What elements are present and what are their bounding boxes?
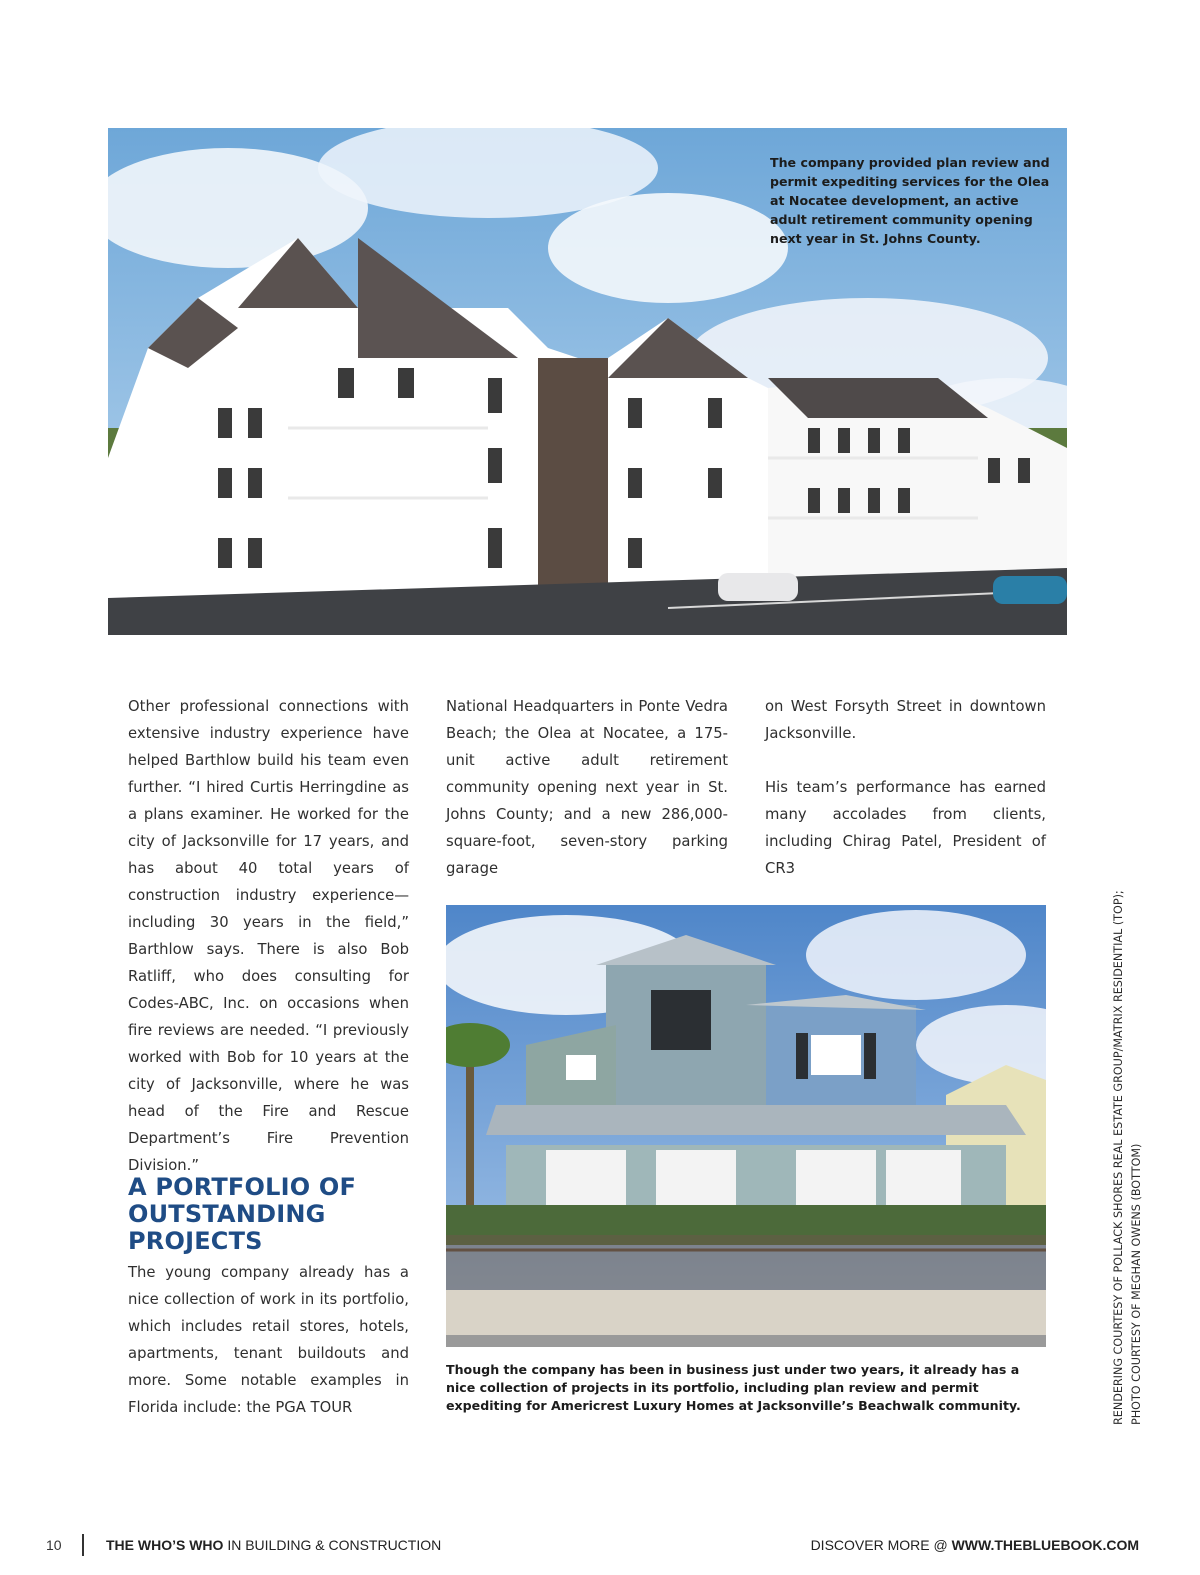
top-image-caption: The company provided plan review and permit expediting services for the Olea at Nocatee development, an active adult retirement community opening next year in St. Johns County. — [770, 155, 1050, 246]
article-paragraph: The young company already has a nice collection of work in its portfolio, which includes retail stores, hotels, apartments, tenant buildouts and more. Some notable examples in Florida include: the PGA TOUR — [128, 1264, 409, 1416]
article-paragraph: National Headquarters in Ponte Vedra Beach; the Olea at Nocatee, a 175-unit active adult retirement community opening next year in St. Johns County; and a new 286,000-square-foot, seven-story parking garage — [446, 698, 728, 877]
publication-title-bold: THE WHO’S WHO — [106, 1537, 224, 1553]
photo-credit — [1110, 855, 1150, 1425]
footer-divider — [82, 1534, 84, 1556]
article-column-1-continued — [128, 1259, 409, 1421]
discover-more — [811, 1537, 1139, 1553]
article-paragraph: His team’s performance has earned many accolades from clients, including Chirag Patel, President of CR3 — [765, 779, 1046, 877]
bottom-image-caption: Though the company has been in business just under two years, it already has a nice collection of projects in its portfolio, including plan review and permit expediting for Americrest Luxury Homes at Jacksonville’s Beachwalk community. — [446, 1362, 1021, 1413]
house-photo-icon — [446, 905, 1046, 1347]
photo-credit-line-1: RENDERING COURTESY OF POLLACK SHORES REAL ESTATE GROUP/MATRIX RESIDENTIAL (TOP); — [1112, 890, 1125, 1425]
article-column-3 — [765, 693, 1046, 882]
article-column-1 — [128, 693, 409, 1179]
discover-more-label: DISCOVER MORE @ — [810, 1537, 952, 1553]
website-link[interactable]: WWW.THEBLUEBOOK.COM — [951, 1537, 1139, 1553]
photo-credit-line-2: PHOTO COURTESY OF MEGHAN OWENS (BOTTOM) — [1130, 1143, 1143, 1425]
page-footer — [0, 1530, 1200, 1560]
article-paragraph: Other professional connections with extensive industry experience have helped Barthlow build his team even further. “I hired Curtis Herringdine as a plans examiner. He worked for the city of Jacksonville for 17 years, and has about 40 total years of construction industry experience—including 30 years in the field,” Barthlow says. There is also Bob Ratliff, who does consulting for Codes-ABC, Inc. on occasions when fire reviews are needed. “I previously worked with Bob for 10 years at the city of Jacksonville, where he was head of the Fire and Rescue Department’s Fire Prevention Division.” — [128, 698, 409, 1174]
page-number: 10 — [46, 1537, 62, 1553]
publication-title-rest: IN BUILDING & CONSTRUCTION — [223, 1537, 442, 1553]
article-paragraph: on West Forsyth Street in downtown Jacksonville. — [765, 698, 1046, 742]
article-column-2 — [446, 693, 728, 882]
bottom-photo-image — [446, 905, 1046, 1347]
section-heading: A PORTFOLIO OF OUTSTANDING PROJECTS — [128, 1173, 357, 1255]
publication-title — [106, 1537, 441, 1553]
